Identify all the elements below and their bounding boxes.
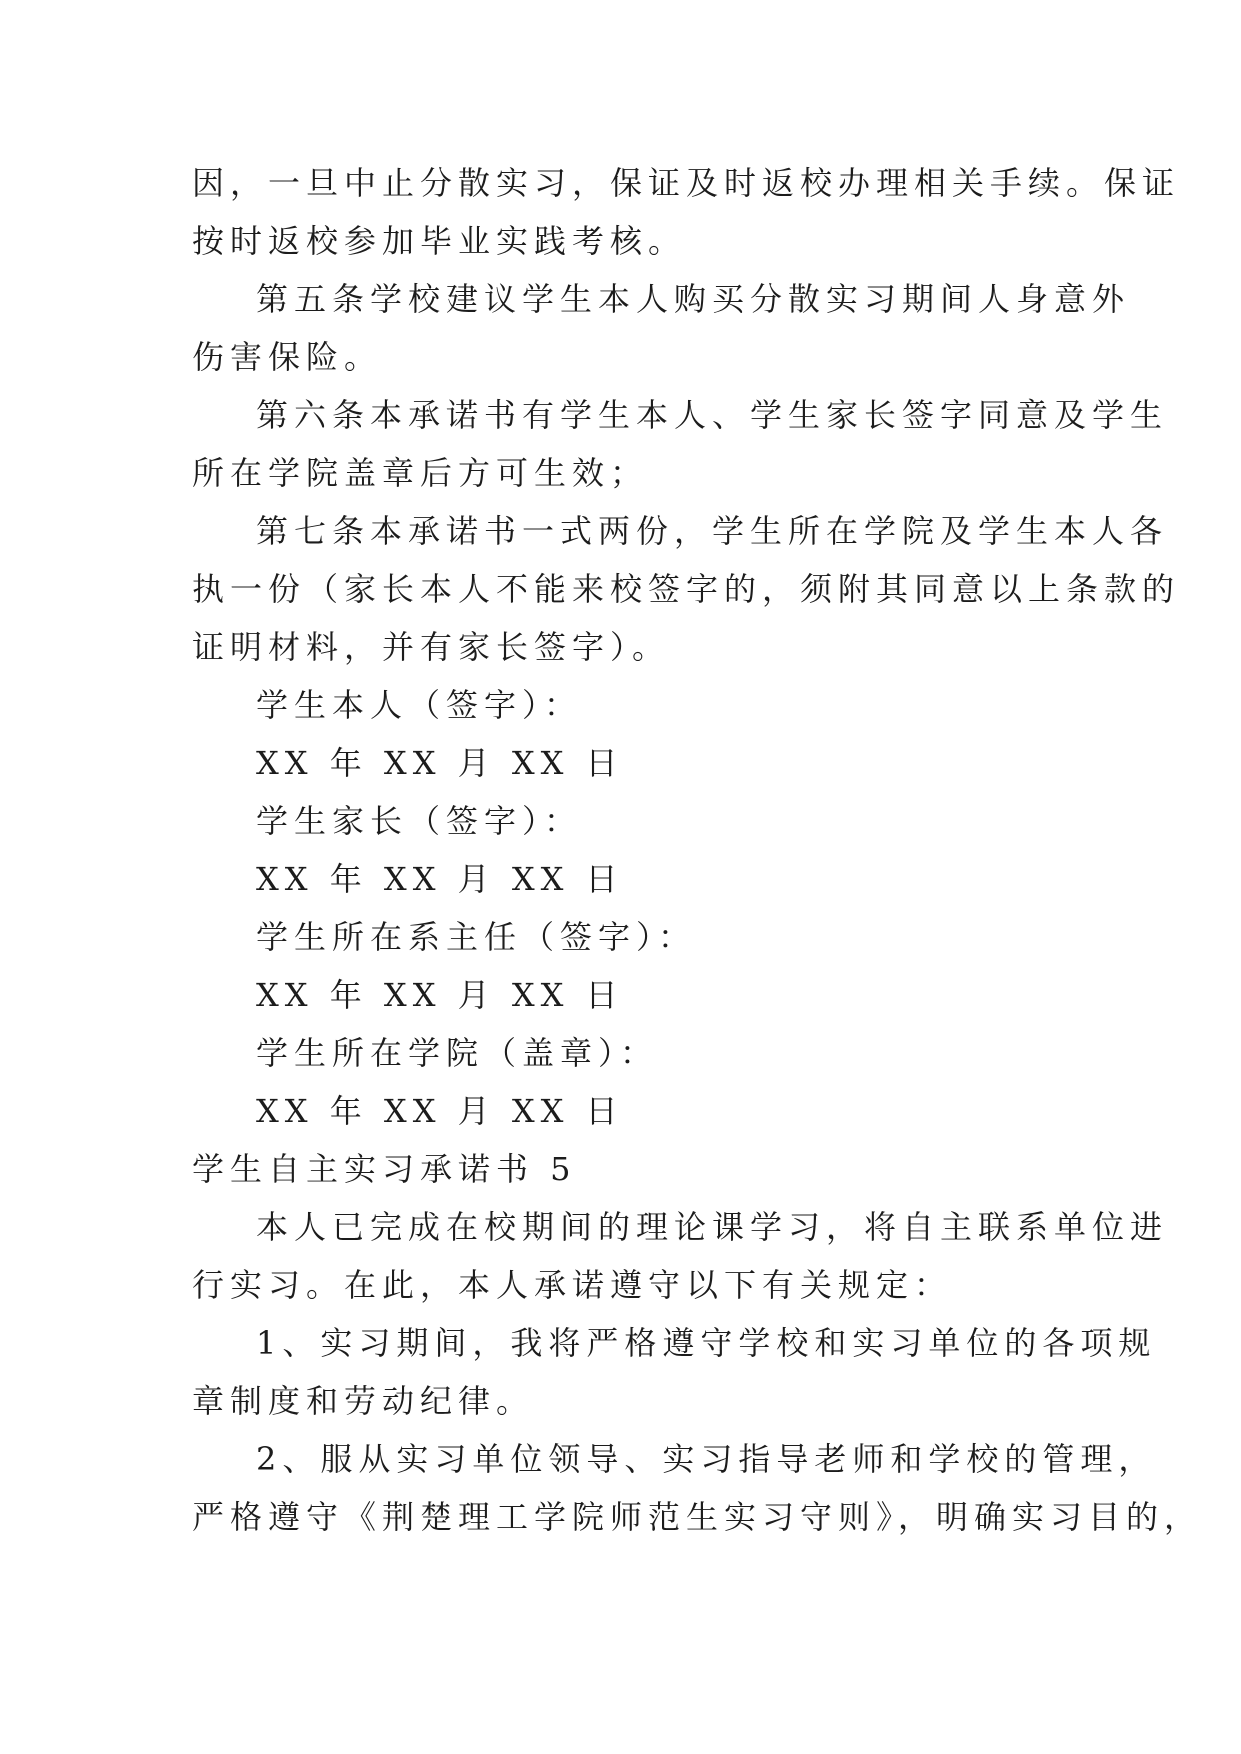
paragraph-line: 按时返校参加毕业实践考核。 bbox=[192, 222, 687, 260]
signature-date: XX 年 XX 月 XX 日 bbox=[256, 1092, 624, 1130]
paragraph-line: 严格遵守《荆楚理工学院师范生实习守则》，明确实习目的， bbox=[192, 1498, 1203, 1536]
paragraph-line: 行实习。在此，本人承诺遵守以下有关规定： bbox=[192, 1266, 953, 1304]
paragraph-line: 执一份（家长本人不能来校签字的，须附其同意以上条款的 bbox=[192, 570, 1181, 608]
article-six-line: 第六条本承诺书有学生本人、学生家长签字同意及学生 bbox=[256, 396, 1169, 434]
rule-item-1: 1、实习期间，我将严格遵守学校和实习单位的各项规 bbox=[256, 1324, 1157, 1362]
paragraph-line: 证明材料，并有家长签字）。 bbox=[192, 628, 671, 666]
signature-date: XX 年 XX 月 XX 日 bbox=[256, 744, 624, 782]
signature-date: XX 年 XX 月 XX 日 bbox=[256, 976, 624, 1014]
article-seven-line: 第七条本承诺书一式两份，学生所在学院及学生本人各 bbox=[256, 512, 1169, 550]
director-signature-label: 学生所在系主任（签字）： bbox=[256, 918, 697, 956]
paragraph-line: 章制度和劳动纪律。 bbox=[192, 1382, 535, 1420]
paragraph-line: 所在学院盖章后方可生效； bbox=[192, 454, 649, 492]
paragraph-line: 本人已完成在校期间的理论课学习，将自主联系单位进 bbox=[256, 1208, 1169, 1246]
signature-date: XX 年 XX 月 XX 日 bbox=[256, 860, 624, 898]
article-five-line: 第五条学校建议学生本人购买分散实习期间人身意外 bbox=[256, 280, 1131, 318]
section-heading: 学生自主实习承诺书 5 bbox=[192, 1150, 577, 1188]
rule-item-2: 2、服从实习单位领导、实习指导老师和学校的管理， bbox=[256, 1440, 1157, 1478]
student-signature-label: 学生本人（签字）： bbox=[256, 686, 583, 724]
parent-signature-label: 学生家长（签字）： bbox=[256, 802, 583, 840]
college-seal-label: 学生所在学院（盖章）： bbox=[256, 1034, 659, 1072]
paragraph-line: 伤害保险。 bbox=[192, 338, 383, 376]
paragraph-line: 因，一旦中止分散实习，保证及时返校办理相关手续。保证 bbox=[192, 164, 1181, 202]
